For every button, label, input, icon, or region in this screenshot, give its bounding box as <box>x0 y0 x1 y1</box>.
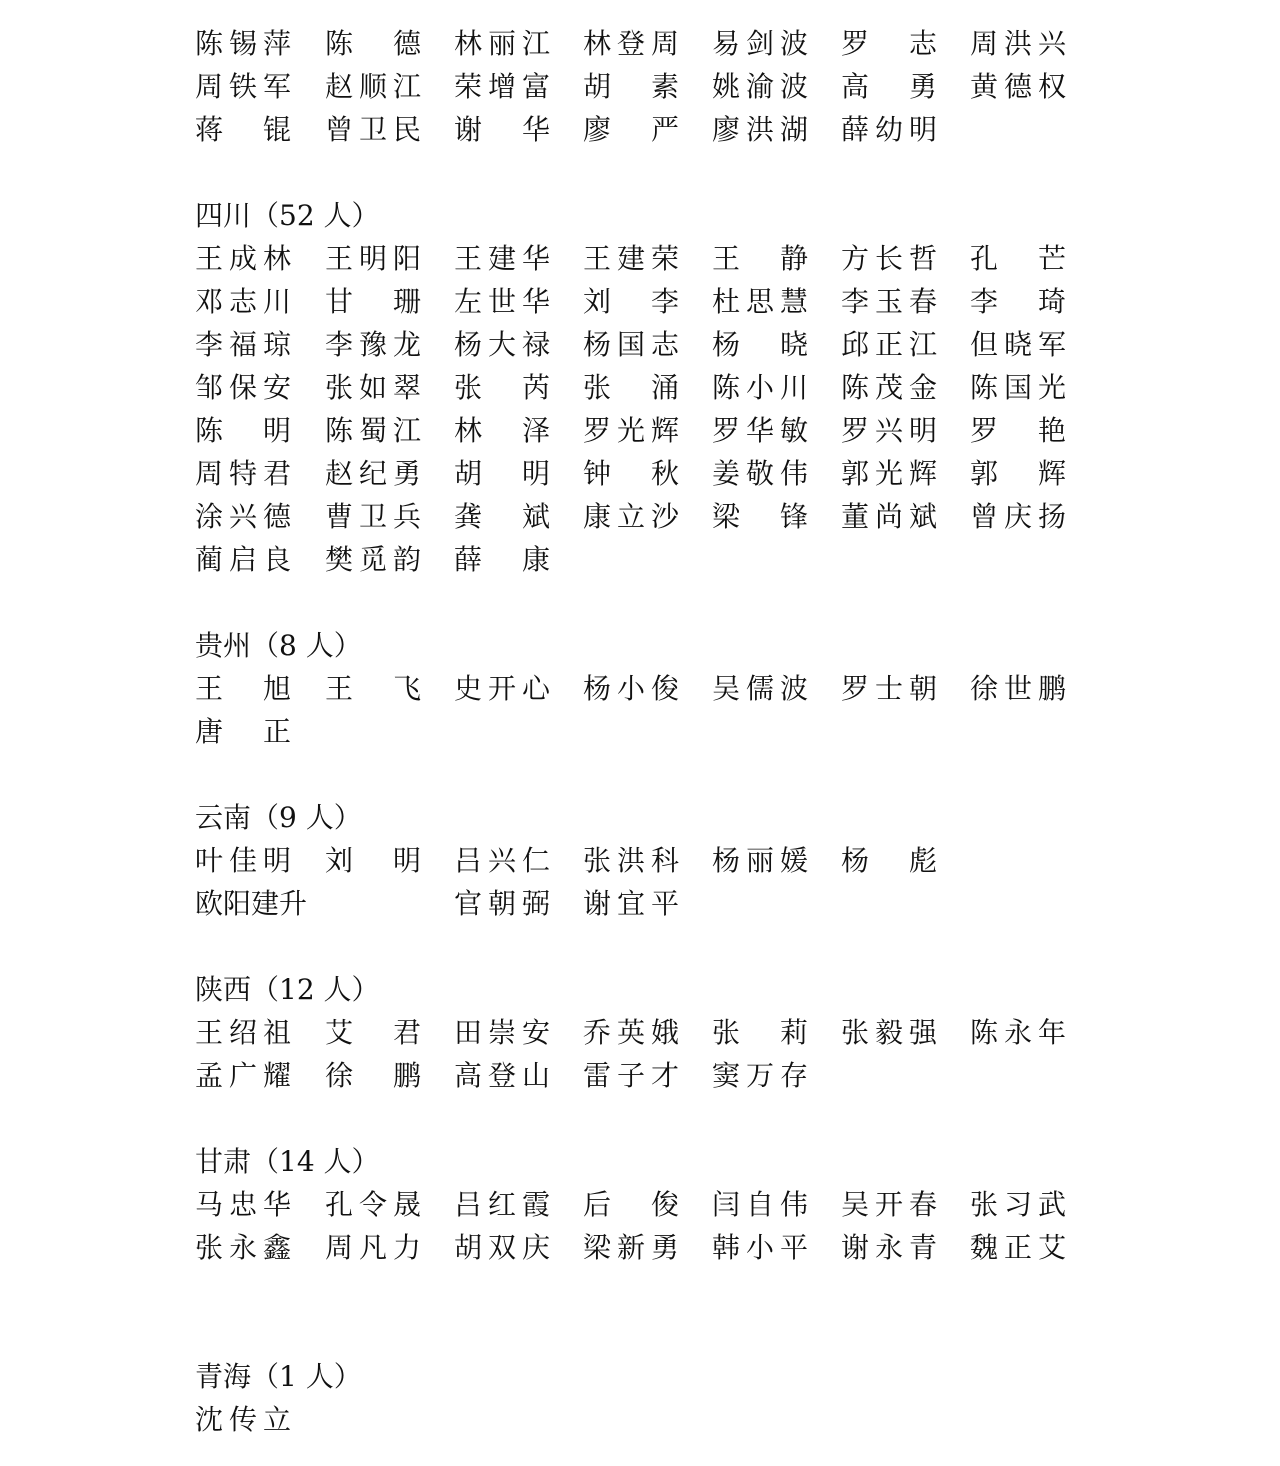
person-name: 杨 小 俊 <box>583 672 679 705</box>
person-name: 易 剑 波 <box>712 27 808 60</box>
name-row <box>195 323 1095 366</box>
person-name: 窦 万 存 <box>712 1059 808 1092</box>
province-section <box>195 22 1095 151</box>
person-name: 邓 志 川 <box>195 285 291 318</box>
person-name: 姜 敬 伟 <box>712 457 808 490</box>
person-name: 王 建 华 <box>454 242 550 275</box>
person-name: 陈 茂 金 <box>841 371 937 404</box>
province-heading: 青海（1 人） <box>195 1360 362 1393</box>
person-name: 黄 德 权 <box>970 70 1066 103</box>
person-name: 但 晓 军 <box>970 328 1066 361</box>
person-name: 叶 佳 明 <box>195 844 291 877</box>
name-row <box>195 280 1095 323</box>
person-name: 高 勇 <box>841 70 937 103</box>
person-name: 谢 永 青 <box>841 1231 937 1264</box>
person-name: 张 莉 <box>712 1016 808 1049</box>
person-name: 樊 觅 韵 <box>325 543 421 576</box>
person-name: 梁 锋 <box>712 500 808 533</box>
person-name: 谢 宜 平 <box>583 887 679 920</box>
person-name: 吴 儒 波 <box>712 672 808 705</box>
person-name: 李 福 琼 <box>195 328 291 361</box>
person-name: 乔 英 娥 <box>583 1016 679 1049</box>
person-name: 周 特 君 <box>195 457 291 490</box>
person-name: 杨 彪 <box>841 844 937 877</box>
person-name: 张 涌 <box>583 371 679 404</box>
person-name: 吕 兴 仁 <box>454 844 550 877</box>
person-name: 欧阳建升 <box>195 887 308 920</box>
person-name: 李 琦 <box>970 285 1066 318</box>
person-name: 陈 蜀 江 <box>325 414 421 447</box>
name-row <box>195 409 1095 452</box>
name-row <box>195 710 1095 753</box>
person-name: 方 长 哲 <box>841 242 937 275</box>
person-name: 王 明 阳 <box>325 242 421 275</box>
name-row <box>195 1183 1095 1226</box>
name-row <box>195 1398 1095 1441</box>
province-section <box>195 796 1095 925</box>
person-name: 杨 国 志 <box>583 328 679 361</box>
person-name: 徐 鹏 <box>325 1059 421 1092</box>
person-name: 唐 正 <box>195 715 291 748</box>
name-row <box>195 882 1095 925</box>
person-name: 郭 光 辉 <box>841 457 937 490</box>
person-name: 孔 芒 <box>970 242 1066 275</box>
person-name: 涂 兴 德 <box>195 500 291 533</box>
person-name: 胡 素 <box>583 70 679 103</box>
province-heading: 甘肃（14 人） <box>195 1145 380 1178</box>
person-name: 董 尚 斌 <box>841 500 937 533</box>
province-section <box>195 968 1095 1097</box>
person-name: 王 绍 祖 <box>195 1016 291 1049</box>
person-name: 甘 珊 <box>325 285 421 318</box>
name-row <box>195 237 1095 280</box>
person-name: 廖 洪 湖 <box>712 113 808 146</box>
person-name: 王 旭 <box>195 672 291 705</box>
person-name: 杜 思 慧 <box>712 285 808 318</box>
person-name: 闫 自 伟 <box>712 1188 808 1221</box>
person-name: 罗 兴 明 <box>841 414 937 447</box>
province-heading: 云南（9 人） <box>195 801 362 834</box>
name-row <box>195 839 1095 882</box>
name-row <box>195 366 1095 409</box>
person-name: 吴 开 春 <box>841 1188 937 1221</box>
person-name: 周 铁 军 <box>195 70 291 103</box>
person-name: 梁 新 勇 <box>583 1231 679 1264</box>
person-name: 罗 士 朝 <box>841 672 937 705</box>
person-name: 赵 顺 江 <box>325 70 421 103</box>
name-row <box>195 1226 1095 1269</box>
name-row <box>195 108 1095 151</box>
person-name: 荣 增 富 <box>454 70 550 103</box>
person-name: 周 洪 兴 <box>970 27 1066 60</box>
person-name: 陈 锡 萍 <box>195 27 291 60</box>
person-name: 郭 辉 <box>970 457 1066 490</box>
name-row <box>195 22 1095 65</box>
province-heading: 贵州（8 人） <box>195 629 362 662</box>
person-name: 官 朝 弼 <box>454 887 550 920</box>
person-name: 林 登 周 <box>583 27 679 60</box>
person-name: 廖 严 <box>583 113 679 146</box>
person-name: 蒋 锟 <box>195 113 291 146</box>
person-name: 张 习 武 <box>970 1188 1066 1221</box>
person-name: 罗 华 敏 <box>712 414 808 447</box>
province-heading: 陕西（12 人） <box>195 973 380 1006</box>
person-name: 沈 传 立 <box>195 1403 291 1436</box>
person-name: 张 芮 <box>454 371 550 404</box>
name-row <box>195 1011 1095 1054</box>
person-name: 吕 红 霞 <box>454 1188 550 1221</box>
person-name: 刘 李 <box>583 285 679 318</box>
person-name: 李 玉 春 <box>841 285 937 318</box>
name-row <box>195 1054 1095 1097</box>
name-row <box>195 65 1095 108</box>
person-name: 田 崇 安 <box>454 1016 550 1049</box>
person-name: 罗 艳 <box>970 414 1066 447</box>
person-name: 张 永 鑫 <box>195 1231 291 1264</box>
person-name: 后 俊 <box>583 1188 679 1221</box>
name-row <box>195 495 1095 538</box>
person-name: 张 如 翠 <box>325 371 421 404</box>
person-name: 姚 渝 波 <box>712 70 808 103</box>
person-name: 薛 幼 明 <box>841 113 937 146</box>
person-name: 陈 永 年 <box>970 1016 1066 1049</box>
person-name: 罗 志 <box>841 27 937 60</box>
province-section <box>195 194 1095 581</box>
person-name: 周 凡 力 <box>325 1231 421 1264</box>
person-name: 马 忠 华 <box>195 1188 291 1221</box>
person-name: 雷 子 才 <box>583 1059 679 1092</box>
person-name: 曾 卫 民 <box>325 113 421 146</box>
person-name: 胡 明 <box>454 457 550 490</box>
person-name: 曾 庆 扬 <box>970 500 1066 533</box>
person-name: 张 洪 科 <box>583 844 679 877</box>
person-name: 罗 光 辉 <box>583 414 679 447</box>
person-name: 康 立 沙 <box>583 500 679 533</box>
province-section <box>195 1355 1095 1441</box>
person-name: 孔 令 晟 <box>325 1188 421 1221</box>
person-name: 赵 纪 勇 <box>325 457 421 490</box>
person-name: 艾 君 <box>325 1016 421 1049</box>
person-name: 邱 正 江 <box>841 328 937 361</box>
person-name: 王 静 <box>712 242 808 275</box>
person-name: 王 成 林 <box>195 242 291 275</box>
person-name: 陈 国 光 <box>970 371 1066 404</box>
name-row <box>195 538 1095 581</box>
province-section <box>195 1140 1095 1269</box>
person-name: 张 毅 强 <box>841 1016 937 1049</box>
person-name: 曹 卫 兵 <box>325 500 421 533</box>
person-name: 左 世 华 <box>454 285 550 318</box>
person-name: 韩 小 平 <box>712 1231 808 1264</box>
person-name: 杨 丽 媛 <box>712 844 808 877</box>
person-name: 邹 保 安 <box>195 371 291 404</box>
person-name: 王 飞 <box>325 672 421 705</box>
person-name: 杨 大 禄 <box>454 328 550 361</box>
person-name: 王 建 荣 <box>583 242 679 275</box>
person-name: 蔺 启 良 <box>195 543 291 576</box>
name-row <box>195 452 1095 495</box>
person-name: 林 泽 <box>454 414 550 447</box>
person-name: 高 登 山 <box>454 1059 550 1092</box>
person-name: 徐 世 鹏 <box>970 672 1066 705</box>
person-name: 林 丽 江 <box>454 27 550 60</box>
province-heading: 四川（52 人） <box>195 199 380 232</box>
name-row <box>195 667 1095 710</box>
person-name: 魏 正 艾 <box>970 1231 1066 1264</box>
province-section <box>195 624 1095 753</box>
person-name: 陈 小 川 <box>712 371 808 404</box>
person-name: 刘 明 <box>325 844 421 877</box>
person-name: 杨 晓 <box>712 328 808 361</box>
person-name: 陈 德 <box>325 27 421 60</box>
person-name: 李 豫 龙 <box>325 328 421 361</box>
person-name: 陈 明 <box>195 414 291 447</box>
person-name: 史 开 心 <box>454 672 550 705</box>
person-name: 龚 斌 <box>454 500 550 533</box>
person-name: 薛 康 <box>454 543 550 576</box>
person-name: 谢 华 <box>454 113 550 146</box>
person-name: 胡 双 庆 <box>454 1231 550 1264</box>
person-name: 孟 广 耀 <box>195 1059 291 1092</box>
person-name: 钟 秋 <box>583 457 679 490</box>
